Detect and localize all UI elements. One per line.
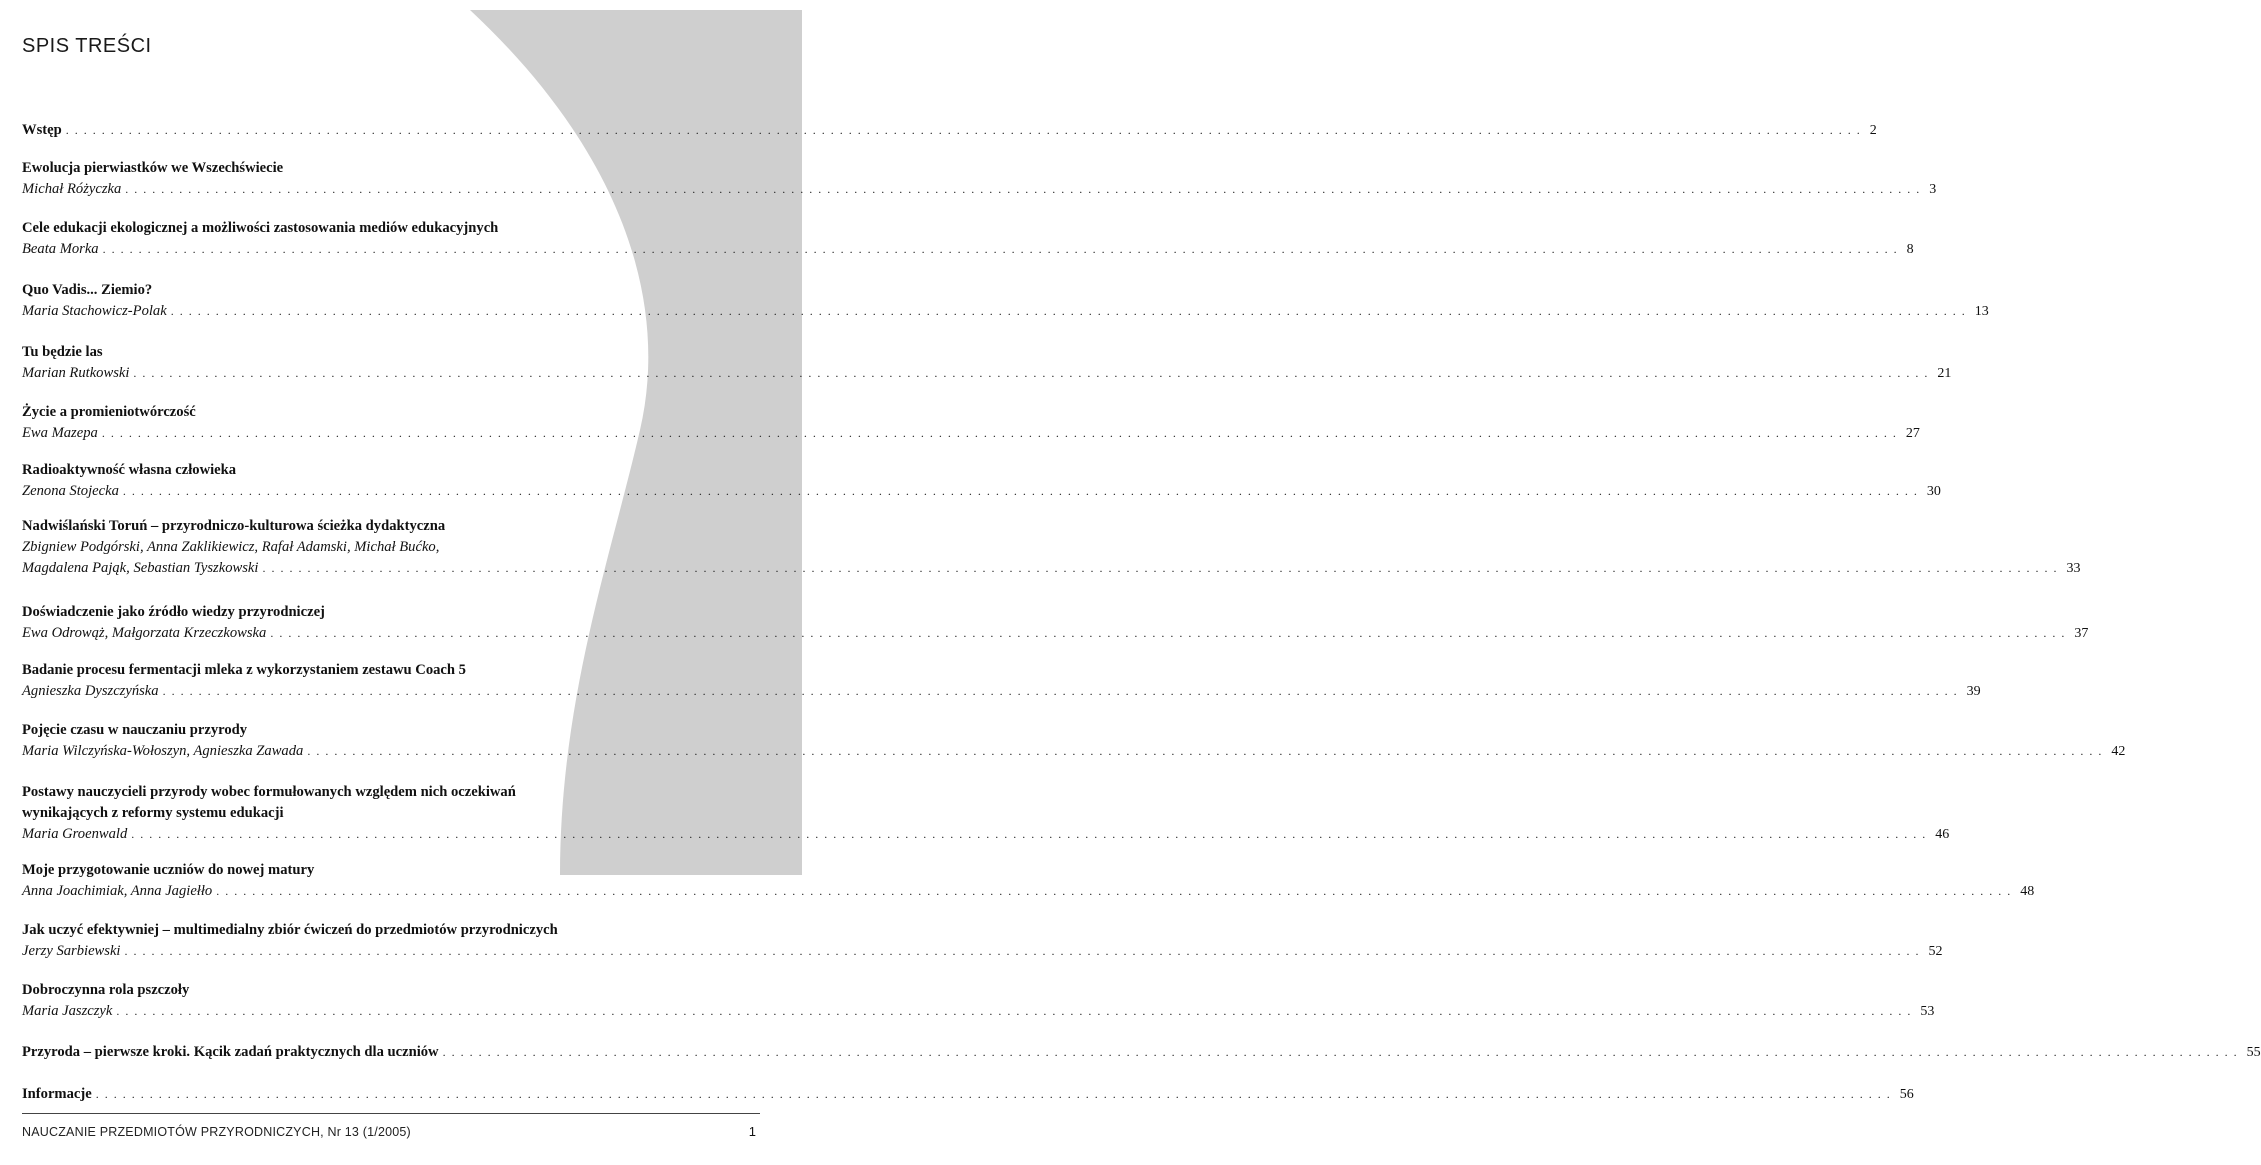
toc-entry-line [22,241,1914,258]
entry-authors: Beata Morka [22,241,99,257]
entry-authors: Michał Różyczka [22,181,122,197]
dot-leader: ........................................................................................................................................................................................................ [116,1004,1917,1018]
page-number: 30 [1926,484,1941,499]
toc-entry-line [22,743,2126,760]
entry-authors: Anna Joachimiak, Anna Jagiełło [22,883,213,899]
entry-title: Wstęp [22,122,62,138]
dot-leader: ........................................................................................................................................................................................................ [101,426,1902,440]
dot-leader: ........................................................................................................................................................................................................ [307,744,2108,758]
entry-title: Pojęcie czasu w nauczaniu przyrody [22,722,248,738]
entry-authors: Zbigniew Podgórski, Anna Zaklikiewicz, Rafał Adamski, Michał Bućko, [22,539,440,555]
dot-leader: ........................................................................................................................................................................................................ [125,182,1926,196]
entry-title: Postawy nauczycieli przyrody wobec formułowanych względem nich oczekiwań [22,784,516,800]
toc-entry-line [22,425,1920,442]
page-number: 53 [1920,1004,1935,1019]
toc-entry-line [22,683,1981,700]
entry-authors: Zenona Stojecka [22,483,119,499]
dot-leader: ........................................................................................................................................................................................................ [131,827,1932,841]
page-number: 33 [2066,561,2081,576]
page-number: 55 [2246,1045,2261,1060]
dot-leader: ........................................................................................................................................................................................................ [170,304,1971,318]
toc-entry-line [22,181,1937,198]
entry-authors: Jerzy Sarbiewski [22,943,121,959]
entry-title: Tu będzie las [22,344,103,360]
toc-entry-line [22,826,1950,843]
footer-journal: NAUCZANIE PRZEDMIOTÓW PRZYRODNICZYCH, Nr 13 (1/2005) [22,1125,411,1139]
entry-authors-line [22,539,754,556]
toc-entry-line [22,365,1952,382]
page-title: SPIS TREŚCI [22,35,152,57]
entry-authors: Agnieszka Dyszczyńska [22,683,159,699]
toc-entry-line [22,1044,2261,1061]
toc-entry-line [22,483,1941,500]
entry-authors: Maria Stachowicz-Polak [22,303,167,319]
dot-leader: ........................................................................................................................................................................................................ [262,561,2063,575]
entry-authors: Magdalena Pająk, Sebastian Tyszkowski [22,560,259,576]
dot-leader: ........................................................................................................................................................................................................ [216,884,2017,898]
dot-leader: ........................................................................................................................................................................................................ [133,366,1934,380]
entry-title: Cele edukacji ekologicznej a możliwości zastosowania mediów edukacyjnych [22,220,499,236]
dot-leader: ........................................................................................................................................................................................................ [124,944,1925,958]
entry-title: Ewolucja pierwiastków we Wszechświecie [22,160,284,176]
entry-authors: Maria Jaszczyk [22,1003,113,1019]
dot-leader: ........................................................................................................................................................................................................ [270,626,2071,640]
toc-entry-line [22,560,2081,577]
page-number: 2 [1869,123,1877,138]
dot-leader: ........................................................................................................................................................................................................ [442,1045,2243,1059]
entry-authors: Maria Groenwald [22,826,128,842]
footer-page-number: 1 [748,1124,756,1139]
entry-title: Doświadczenie jako źródło wiedzy przyrodniczej [22,604,325,620]
entry-title: Przyroda – pierwsze kroki. Kącik zadań praktycznych dla uczniów [22,1044,439,1060]
toc-entry-line [22,1086,1914,1103]
entry-authors: Marian Rutkowski [22,365,130,381]
entry-authors: Ewa Odrowąż, Małgorzata Krzeczkowska [22,625,267,641]
dot-leader: ........................................................................................................................................................................................................ [95,1087,1896,1101]
dot-leader: ........................................................................................................................................................................................................ [102,242,1903,256]
page-number: 48 [2020,884,2035,899]
page-number: 21 [1937,366,1952,381]
dot-leader: ........................................................................................................................................................................................................ [162,684,1963,698]
entry-title: Quo Vadis... Ziemio? [22,282,153,298]
entry-title: Życie a promieniotwórczość [22,404,196,420]
entry-authors: Maria Wilczyńska-Wołoszyn, Agnieszka Zawada [22,743,304,759]
entry-title: Informacje [22,1086,92,1102]
page-number: 52 [1928,944,1943,959]
toc-entry-line [22,303,1989,320]
page-number: 3 [1929,182,1937,197]
footer-divider [22,1113,760,1114]
page-number: 8 [1906,242,1914,257]
dot-leader: ........................................................................................................................................................................................................ [65,123,1866,137]
entry-title: Moje przygotowanie uczniów do nowej matury [22,862,315,878]
page-number: 13 [1974,304,1989,319]
entry-title: Jak uczyć efektywniej – multimedialny zbiór ćwiczeń do przedmiotów przyrodniczych [22,922,558,938]
toc-entry-line [22,122,1877,139]
page-number: 56 [1899,1087,1914,1102]
entry-title: Radioaktywność własna człowieka [22,462,237,478]
toc-entry-line [22,883,2035,900]
toc-entry-line [22,625,2089,642]
entry-title: Badanie procesu fermentacji mleka z wykorzystaniem zestawu Coach 5 [22,662,466,678]
page-number: 27 [1905,426,1920,441]
dot-leader: ........................................................................................................................................................................................................ [122,484,1923,498]
entry-title: Nadwiślański Toruń – przyrodniczo-kulturowa ścieżka dydaktyczna [22,518,446,534]
page-number: 37 [2074,626,2089,641]
page-number: 46 [1935,827,1950,842]
entry-title-cont: wynikających z reformy systemu edukacji [22,805,284,821]
page-number: 39 [1966,684,1981,699]
entry-title: Dobroczynna rola pszczoły [22,982,190,998]
page-number: 42 [2111,744,2126,759]
toc-entry-line [22,1003,1935,1020]
toc-entry-line [22,943,1943,960]
entry-authors: Ewa Mazepa [22,425,98,441]
